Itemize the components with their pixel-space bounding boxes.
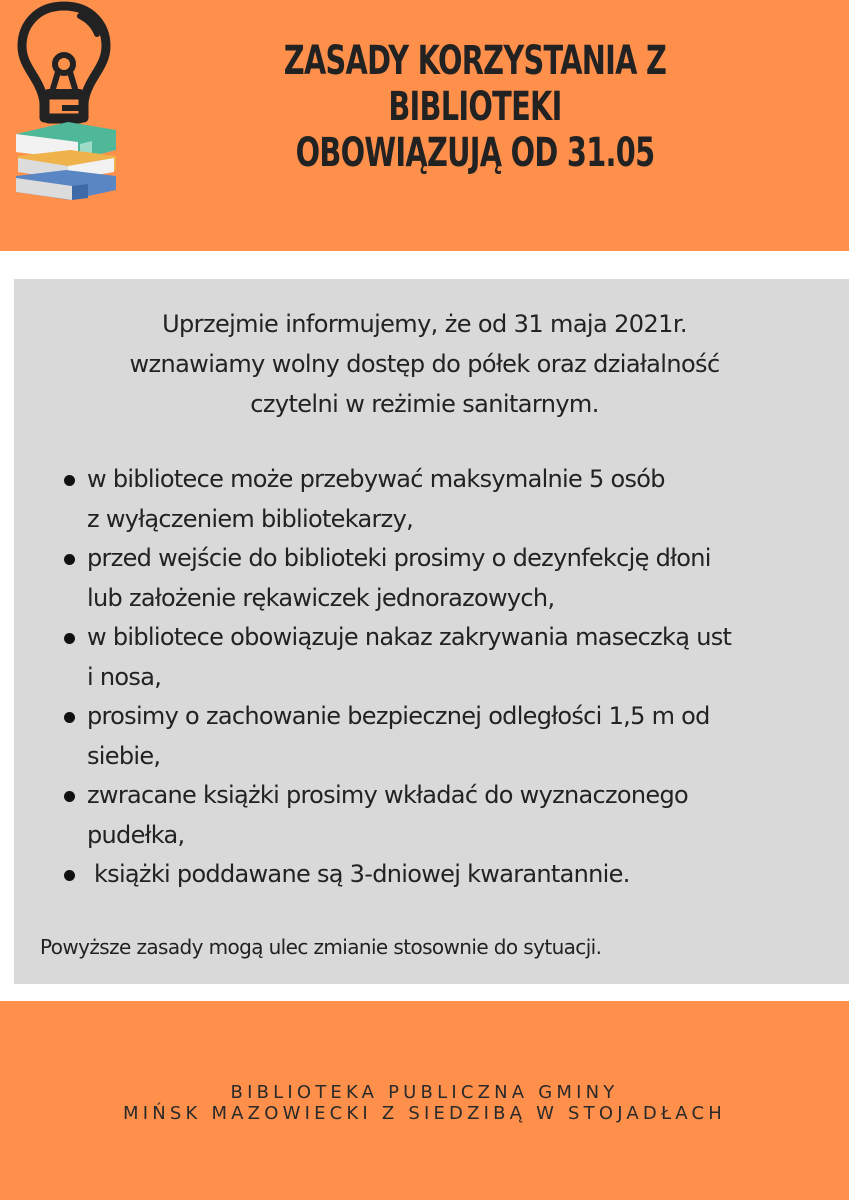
bullet-icon xyxy=(64,712,75,723)
bullet-icon xyxy=(64,633,75,644)
page-title xyxy=(241,38,709,176)
rule-line: i nosa, xyxy=(87,662,162,691)
header-band xyxy=(0,0,849,251)
library-name xyxy=(0,1082,849,1124)
rule-item xyxy=(60,618,830,697)
bullet-icon xyxy=(64,870,75,881)
rule-line: lub założenie rękawiczek jednorazowych, xyxy=(87,583,555,612)
title-line: OBOWIĄZUJĄ OD 31.05 xyxy=(295,130,655,176)
rule-line: pudełka, xyxy=(87,820,185,849)
library-line: MIŃSK MAZOWIECKI Z SIEDZIBĄ W STOJADŁACH xyxy=(122,1103,726,1124)
lightbulb-on-books-icon xyxy=(8,0,120,206)
rule-line: zwracane książki prosimy wkładać do wyznaczonego xyxy=(87,781,689,809)
rule-line: książki poddawane są 3-dniowej kwarantannie. xyxy=(87,860,630,888)
library-line: BIBLIOTEKA PUBLICZNA GMINY xyxy=(230,1082,619,1103)
intro-line: wznawiamy wolny dostęp do półek oraz działalność xyxy=(129,350,720,378)
rule-line: z wyłączeniem bibliotekarzy, xyxy=(87,504,414,533)
bullet-icon xyxy=(64,475,75,486)
rule-line: prosimy o zachowanie bezpiecznej odległości 1,5 m od xyxy=(87,702,710,730)
rule-item xyxy=(60,460,830,539)
rule-line: w bibliotece może przebywać maksymalnie 5 osób xyxy=(87,465,665,493)
rules-list xyxy=(60,460,830,895)
title-line: ZASADY KORZYSTANIA Z BIBLIOTEKI xyxy=(283,38,667,130)
bullet-icon xyxy=(64,554,75,565)
rule-item xyxy=(60,697,830,776)
rule-line: przed wejście do biblioteki prosimy o dezynfekcję dłoni xyxy=(87,544,711,572)
rule-item xyxy=(60,776,830,855)
rule-line: w bibliotece obowiązuje nakaz zakrywania maseczką ust xyxy=(87,623,732,651)
footnote: Powyższe zasady mogą ulec zmianie stosownie do sytuacji. xyxy=(40,935,602,959)
bullet-icon xyxy=(64,791,75,802)
rule-item xyxy=(60,539,830,618)
intro-line: czytelni w reżimie sanitarnym. xyxy=(250,390,599,418)
rule-line: siebie, xyxy=(87,741,161,770)
intro-line: Uprzejmie informujemy, że od 31 maja 2021r. xyxy=(162,310,687,338)
rule-item xyxy=(60,855,830,895)
intro-text xyxy=(0,304,849,424)
